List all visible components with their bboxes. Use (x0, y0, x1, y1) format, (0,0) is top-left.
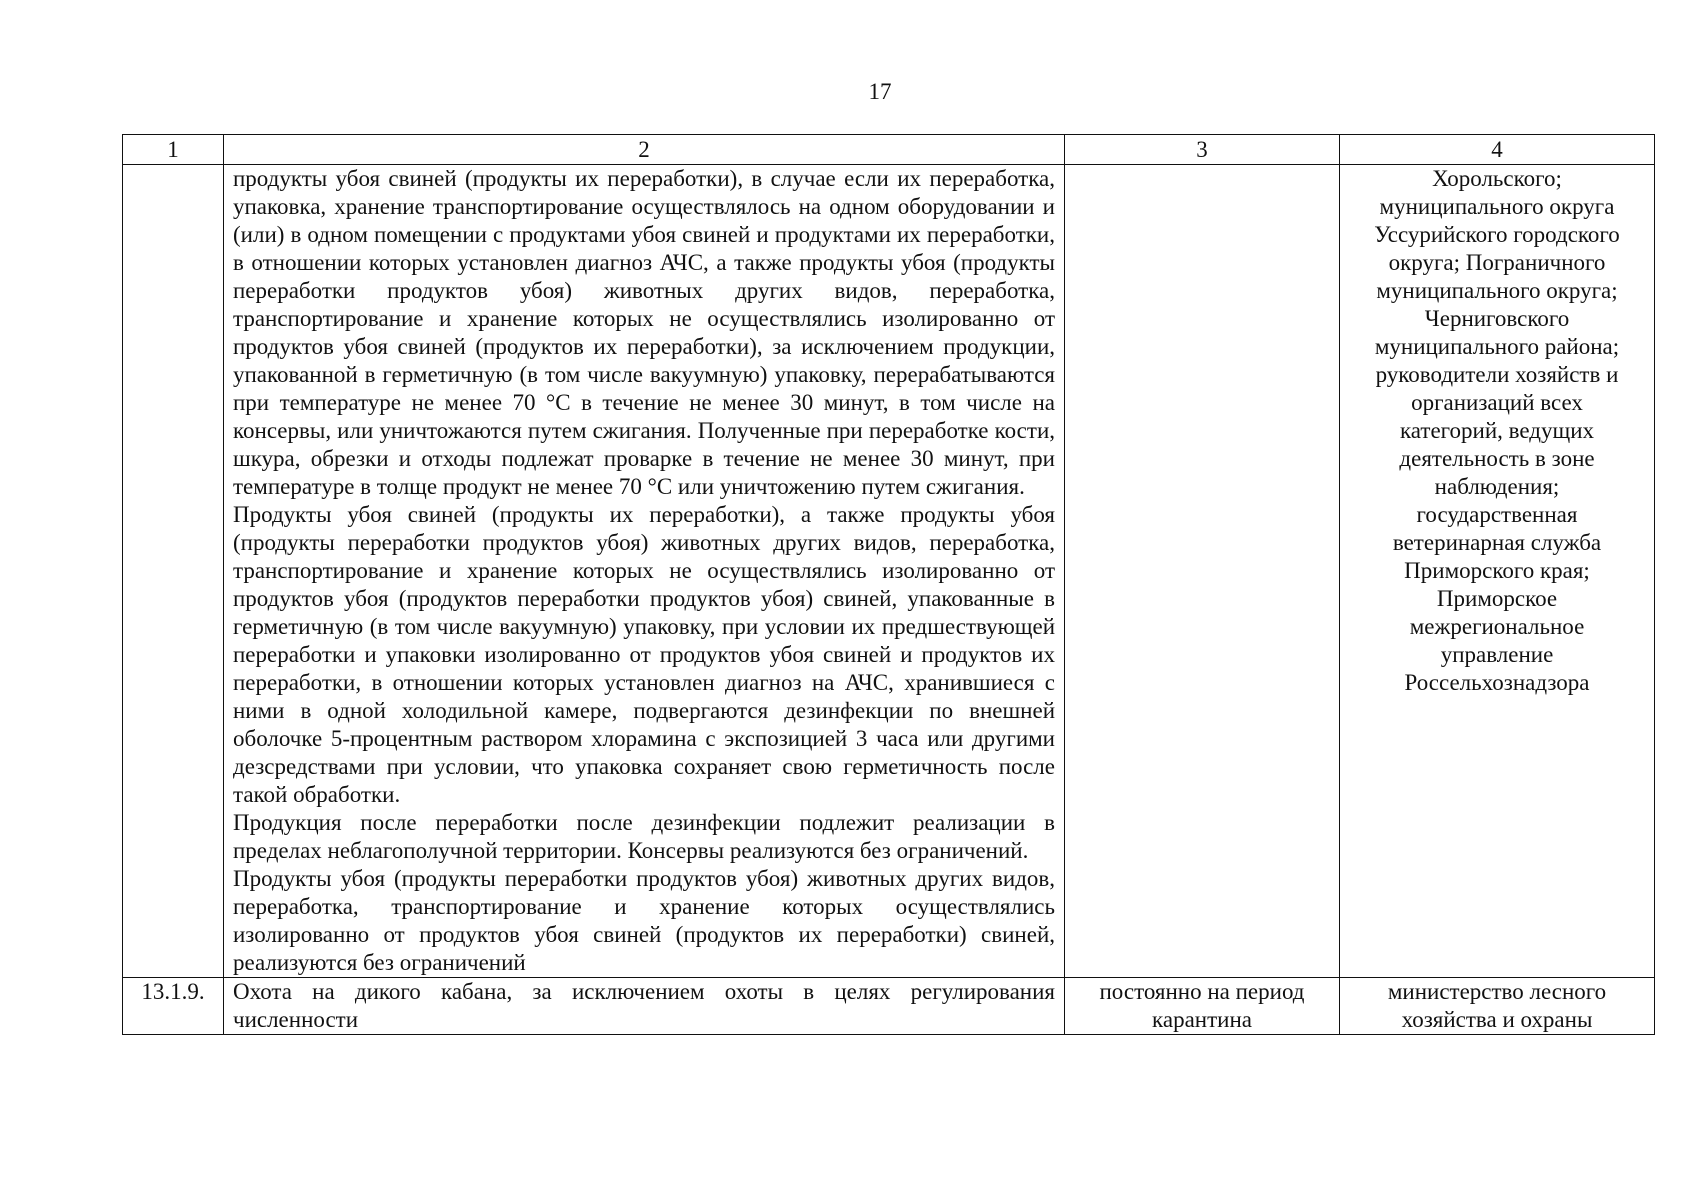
header-col-3: 3 (1065, 135, 1340, 165)
period-cell: постоянно на период карантина (1065, 978, 1340, 1035)
measure-paragraph: Продукты убоя свиней (продукты их переработки), а также продукты убоя (продукты переработки продуктов убоя) животных других видов, переработка, транспортирование и хранение которых не осуществлялись изолированно от продуктов убоя (продуктов переработки продуктов убоя) свиней, упакованные в герметичную (в том числе вакуумную) упаковку, при условии их предшествующей переработки и упаковки изолированно от продуктов убоя свиней и продуктов их переработки, в отношении которых установлен диагноз на АЧС, хранившиеся с ними в одной холодильной камере, подвергаются дезинфекции по внешней оболочке 5-процентным раствором хлорамина с экспозицией 3 часа или другими дезсредствами при условии, что упаковка сохраняет свою герметичность после такой обработки. (233, 502, 1055, 807)
measure-text-cell (224, 978, 1065, 1035)
table-row (123, 978, 1655, 1035)
measure-paragraph: продукты убоя свиней (продукты их переработки), в случае если их переработка, упаковка, хранение транспортирование осуществлялось на одном оборудовании и (или) в одном помещении с продуктами убоя свиней и продуктами их переработки, в отношении которых установлен диагноз АЧС, а также продукты убоя (продукты переработки продуктов убоя) животных других видов, переработка, транспортирование и хранение которых не осуществлялись изолированно от продуктов убоя свиней (продуктов их переработки), за исключением продукции, упакованной в герметичную (в том числе вакуумную) упаковку, перерабатываются при температуре не менее 70 °С в течение не менее 30 минут, в том числе на консервы, или уничтожаются путем сжигания. Полученные при переработке кости, шкура, обрезки и отходы подлежат проварке в течение не менее 30 минут, при температуре в толще продукт не менее 70 °С или уничтожению путем сжигания. (233, 166, 1055, 499)
measure-text-cell (224, 165, 1065, 978)
responsible-cell: министерство лесного хозяйства и охраны (1340, 978, 1655, 1035)
header-col-1: 1 (123, 135, 224, 165)
page-number: 17 (868, 79, 892, 104)
row-number-cell (123, 165, 224, 978)
measure-paragraph: Продукция после переработки после дезинфекции подлежит реализации в пределах неблагополучной территории. Консервы реализуются без ограничений. (233, 810, 1055, 863)
header-col-2: 2 (224, 135, 1065, 165)
measure-paragraph: Охота на дикого кабана, за исключением охоты в целях регулирования численности (233, 979, 1055, 1032)
header-col-4: 4 (1340, 135, 1655, 165)
table-row (123, 165, 1655, 978)
table-header-row (123, 135, 1655, 165)
row-number-cell: 13.1.9. (123, 978, 224, 1035)
period-cell (1065, 165, 1340, 978)
measure-paragraph: Продукты убоя (продукты переработки продуктов убоя) животных других видов, переработка, транспортирование и хранение которых осуществлялись изолированно от продуктов убоя свиней (продуктов их переработки) свиней, реализуются без ограничений (233, 866, 1055, 975)
measures-table (122, 134, 1655, 1035)
responsible-cell: Хорольского; муниципального округа Уссурийского городского округа; Пограничного муниципального округа; Черниговского муниципального района; руководители хозяйств и организаций всех категорий, ведущих деятельность в зоне наблюдения; государственная ветеринарная служба Приморского края; Приморское межрегиональное управление Россельхознадзора (1340, 165, 1655, 978)
